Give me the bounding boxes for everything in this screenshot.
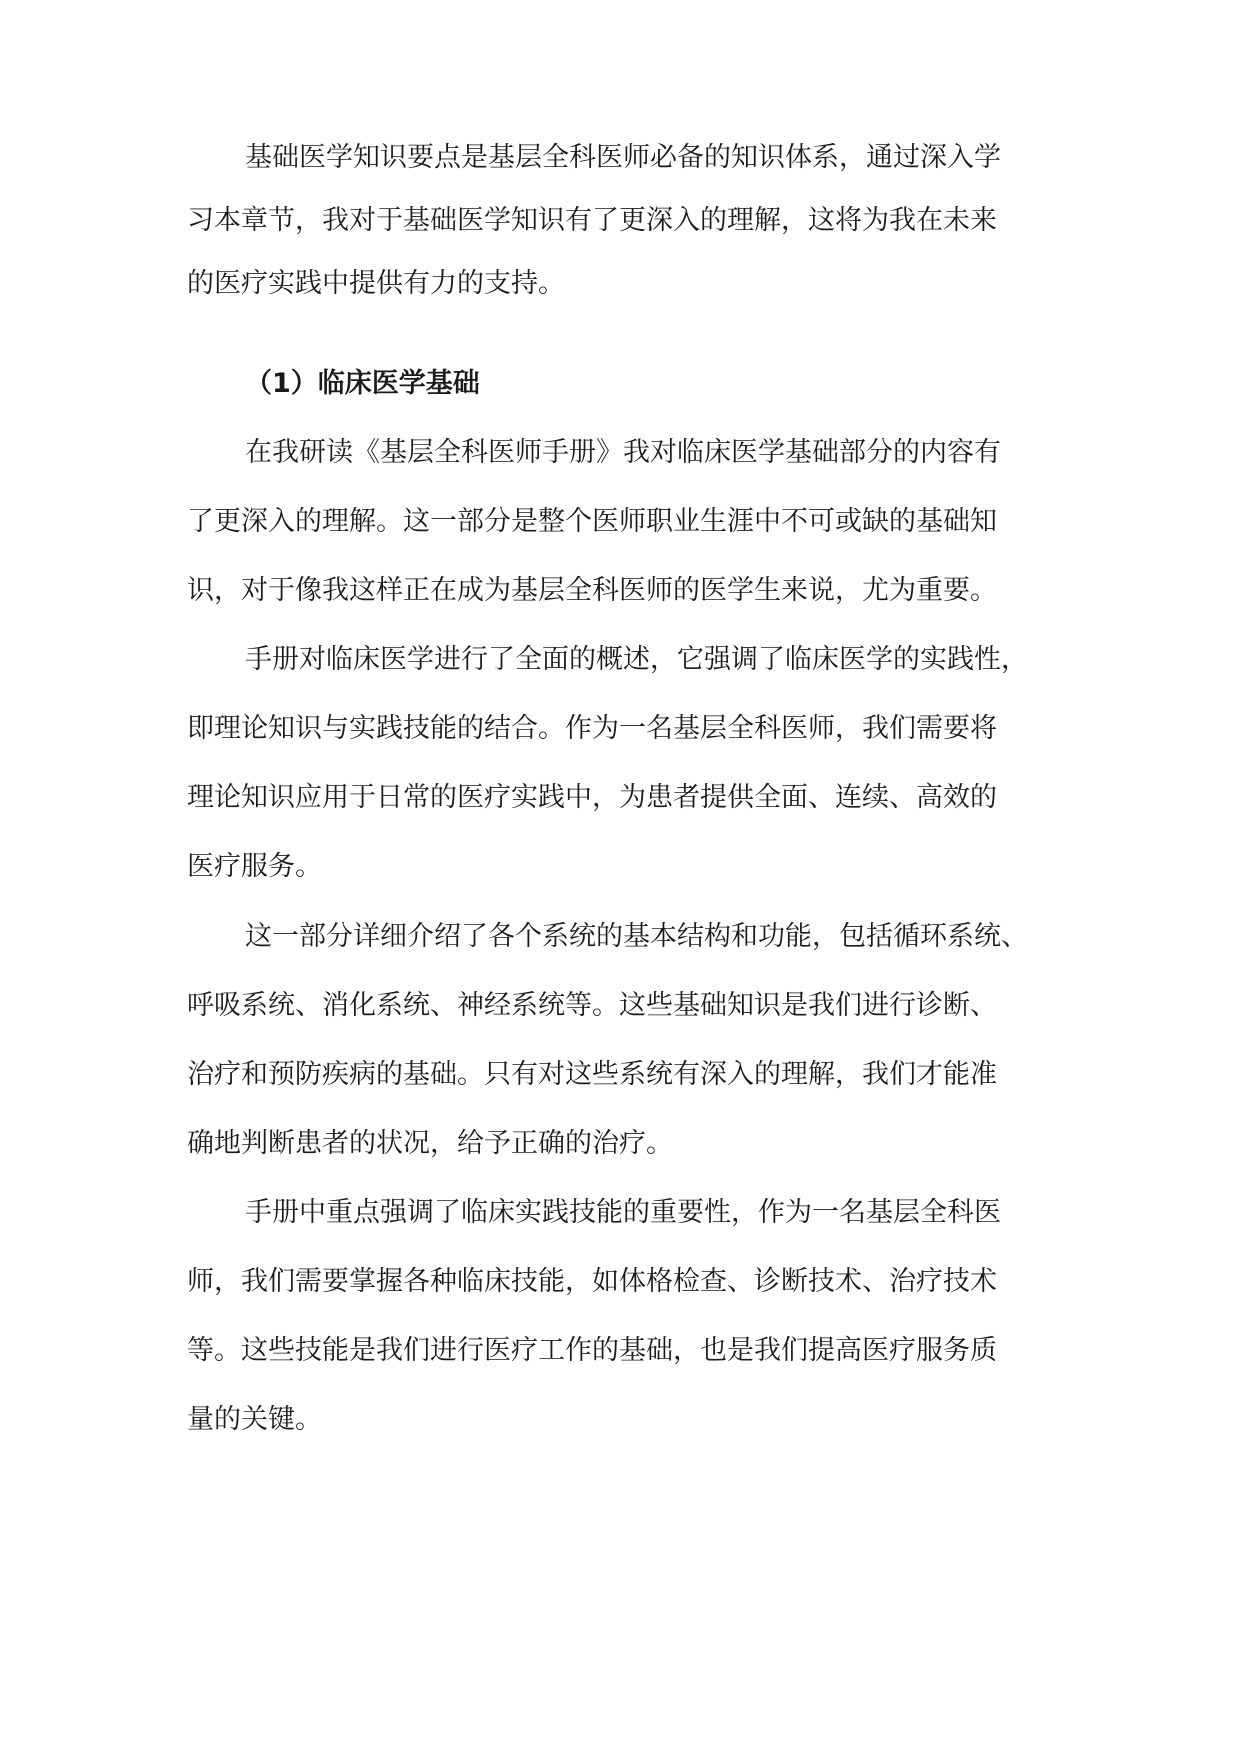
paragraph-4-line-4: 确地判断患者的状况，给予正确的治疗。 [187,1128,673,1159]
paragraph-4-line-2: 呼吸系统、消化系统、神经系统等。这些基础知识是我们进行诊断、 [187,990,997,1021]
paragraph-2-line-2: 了更深入的理解。这一部分是整个医师职业生涯中不可或缺的基础知 [187,506,997,537]
paragraph-1-line-1: 基础医学知识要点是基层全科医师必备的知识体系，通过深入学 [245,142,1001,173]
paragraph-3-line-1: 手册对临床医学进行了全面的概述，它强调了临床医学的实践性， [245,644,1028,675]
paragraph-5-line-3: 等。这些技能是我们进行医疗工作的基础，也是我们提高医疗服务质 [187,1335,997,1366]
paragraph-3-line-3: 理论知识应用于日常的医疗实践中，为患者提供全面、连续、高效的 [187,782,997,813]
paragraph-3-line-4: 医疗服务。 [187,851,322,882]
paragraph-2-line-3: 识，对于像我这样正在成为基层全科医师的医学生来说，尤为重要。 [187,575,997,606]
paragraph-5-line-1: 手册中重点强调了临床实践技能的重要性，作为一名基层全科医 [245,1197,1001,1228]
paragraph-2-line-1: 在我研读《基层全科医师手册》我对临床医学基础部分的内容有 [245,437,1001,468]
paragraph-5-line-4: 量的关键。 [187,1404,322,1435]
section-heading: （1）临床医学基础 [245,368,480,399]
paragraph-4-line-3: 治疗和预防疾病的基础。只有对这些系统有深入的理解，我们才能准 [187,1059,997,1090]
paragraph-4-line-1: 这一部分详细介绍了各个系统的基本结构和功能，包括循环系统、 [245,921,1028,952]
paragraph-1-line-2: 习本章节，我对于基础医学知识有了更深入的理解，这将为我在未来 [187,205,997,236]
paragraph-5-line-2: 师，我们需要掌握各种临床技能，如体格检查、诊断技术、治疗技术 [187,1266,997,1297]
paragraph-1-line-3: 的医疗实践中提供有力的支持。 [187,268,565,299]
paragraph-3-line-2: 即理论知识与实践技能的结合。作为一名基层全科医师，我们需要将 [187,713,997,744]
